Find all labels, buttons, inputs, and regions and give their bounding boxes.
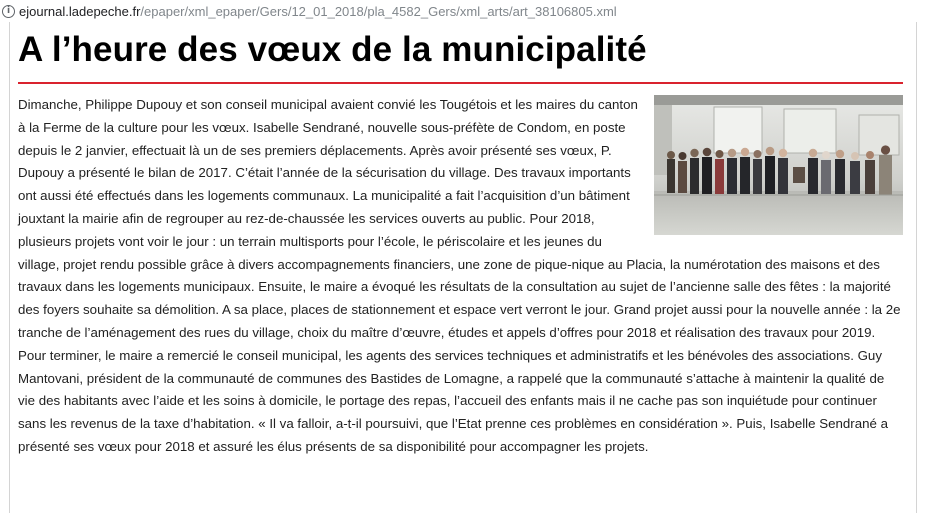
article-title: A l’heure des vœux de la municipalité: [18, 30, 647, 69]
article-body: [18, 94, 903, 459]
address-bar[interactable]: [0, 0, 925, 22]
article-text: Dimanche, Philippe Dupouy et son conseil municipal avaient convié les Tougétois et les maires du canton à la Ferme de la culture pour les vœux. Isabelle Sendrané, nouvelle sous-préfète de Condom, en poste depuis le 2 janvier, effectuait là un de ses premiers déplacements. Après avoir présenté ses vœux, P. Dupouy a présenté le bilan de 2017. C’était l’année de la sécurisation du village. Des travaux importants ont aussi été effectués dans les logements communaux. La municipalité a fait l’acquisition d’un bâtiment jouxtant la mairie afin de regrouper au rez-de-chaussée les services ouverts au public. Pour 2018, plusieurs projets vont voir le jour : un terrain multisports pour l’école, le périscolaire et les jeunes du village, projet rendu possible grâce à divers accompagnements financiers, une zone de pique-nique au Placia, la numérotation des maisons et des travaux dans les logements municipaux. Ensuite, le maire a évoqué les résultats de la consultation au sujet de l’ancienne salle des fêtes : la majorité des foyers souhaite sa démolition. A sa place, places de stationnement et espace vert verront le jour. Grand projet aussi pour la nouvelle année : la 2e tranche de l’aménagement des rues du village, choix du maître d’œuvre, études et appels d’offres pour 2018 et réalisation des travaux pour 2019. Pour terminer, le maire a remercié le conseil municipal, les agents des services techniques et administratifs et les bénévoles des associations. Guy Mantovani, président de la communauté de communes des Bastides de Lomagne, a rappelé que la communauté s’attache à maintenir la qualité de vie des habitants avec l’aide et les soins à domicile, le portage des repas, l’accueil des enfants mais il ne cache pas son inquiétude pour continuer sans les revenus de la taxe d’habitation. « Il va falloir, a-t-il poursuivi, que l’Etat prenne ces problèmes en considération ». Puis, Isabelle Sendrané a présenté ses vœux pour 2018 et assuré les élus présents de sa disponibilité pour accompagner les projets.: [18, 97, 901, 454]
page-border-left: [9, 22, 10, 513]
page-border-right: [916, 22, 917, 513]
info-icon[interactable]: i: [2, 5, 15, 18]
url-domain: ejournal.ladepeche.fr: [19, 3, 141, 19]
title-rule: [18, 82, 903, 84]
article-photo: [654, 95, 903, 235]
url-path: /epaper/xml_epaper/Gers/12_01_2018/pla_4582_Gers/xml_arts/art_38106805.xml: [140, 3, 617, 19]
